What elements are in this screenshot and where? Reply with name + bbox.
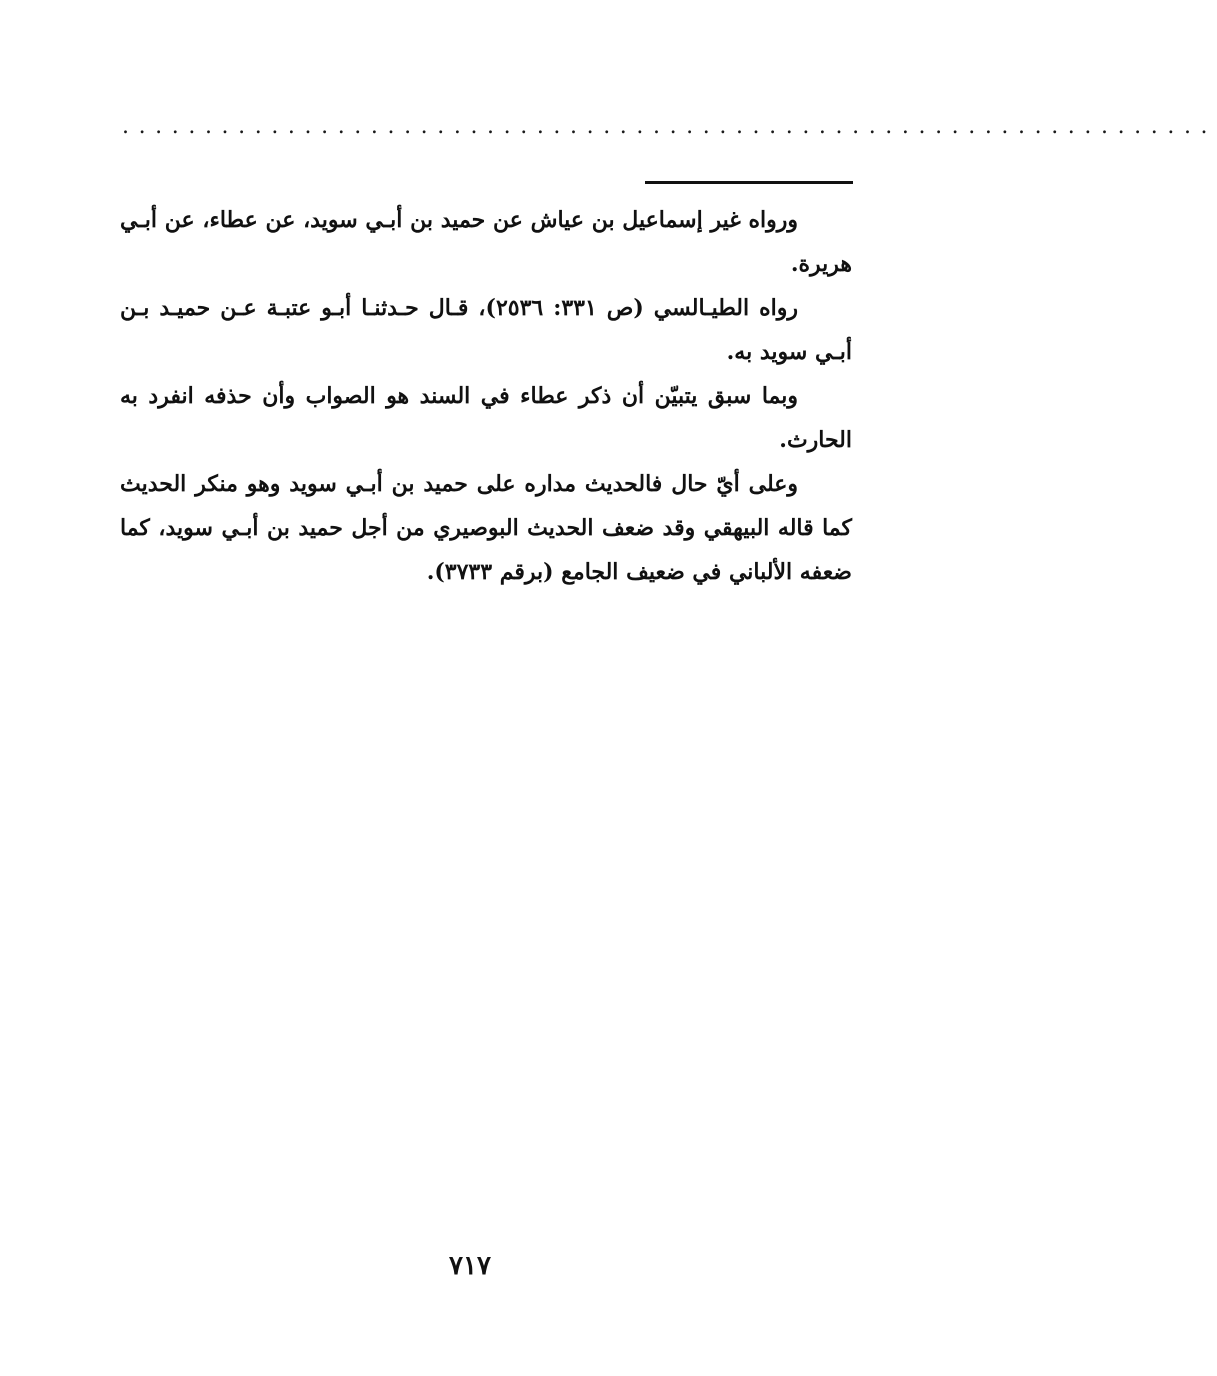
paragraph-3: وبما سبق يتبيّن أن ذكر عطاء في السند هو الصواب وأن حذفه انفرد به الحارث.	[120, 383, 852, 453]
paragraph-2: رواه الطيـالسي (ص ٣٣١: ٢٥٣٦)، قـال حـدثنـا أبـو عتبـة عـن حميـد بـن أبـي سويد به.	[120, 295, 852, 365]
page-number: ٧١٧	[449, 1251, 491, 1281]
footnote-rule	[645, 181, 853, 184]
paragraph-1: ورواه غير إسماعيل بن عياش عن حميد بن أبـي سويد، عن عطاء، عن أبـي هريرة.	[120, 207, 852, 277]
paragraph-4: وعلى أيّ حال فالحديث مداره على حميد بن أبـي سويد وهو منكر الحديث كما قاله البيهقي وقد ضعف الحديث البوصيري من أجل حميد بن أبـي سويد، كما ضعفه الألباني في ضعيف الجامع (برقم ٣٧٣٣).	[120, 471, 852, 585]
dotted-separator: ..................................................................	[122, 114, 1217, 139]
footnote-text	[120, 198, 852, 594]
